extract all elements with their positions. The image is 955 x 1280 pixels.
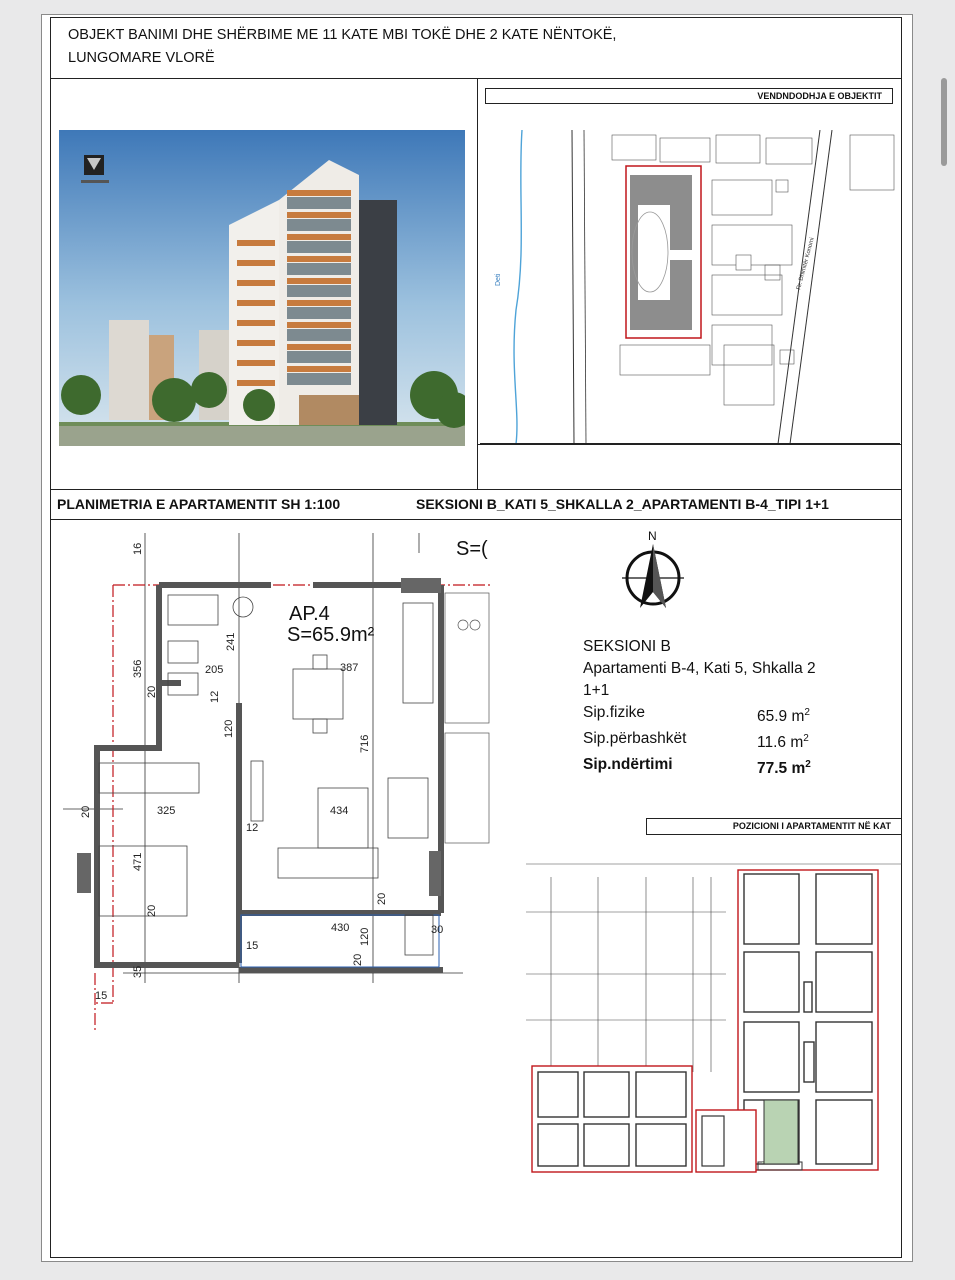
floorplan-title: PLANIMETRIA E APARTAMENTIT SH 1:100 [57,496,341,512]
svg-text:20: 20 [146,685,158,698]
building-wing-vertical [738,870,878,1170]
svg-text:430: 430 [331,922,350,934]
section-divider-bottom [50,519,902,520]
adjacent-unit [445,593,489,843]
north-arrow-icon [618,526,688,612]
dimension-labels [80,543,443,1002]
column [401,578,441,593]
svg-text:16: 16 [132,542,144,555]
area-row-common: Sip.përbashkët 11.6 $m^2$ [583,728,816,754]
scrollbar-thumb[interactable] [941,78,947,166]
area-value: 77.5 $m^2$ [757,759,811,778]
svg-text:12: 12 [246,822,259,834]
apartment-info [583,636,816,780]
area-row-construction: Sip.ndërtimi 77.5 $m^2$ [583,754,816,780]
map-bottom-line [477,444,902,445]
svg-text:30: 30 [431,924,444,936]
apartment-floorplan [63,533,491,1043]
svg-text:356: 356 [132,659,144,678]
area-value: 65.9 $m^2$ [757,707,810,726]
svg-text:241: 241 [225,632,237,651]
area-value: 11.6 $m^2$ [757,733,809,752]
svg-text:35: 35 [132,965,144,978]
street-label: Rr. Dhimitër Konomi [796,237,816,291]
column [77,853,91,893]
svg-text:120: 120 [359,927,371,946]
svg-text:120: 120 [223,719,235,738]
project-title: OBJEKT BANIMI DHE SHËRBIME ME 11 KATE MBI TOKË DHE 2 KATE NËNTOKË, LUNGOMARE VLORË [68,27,617,66]
apartment-type: 1+1 [583,682,610,699]
svg-text:471: 471 [132,852,144,871]
sea-label: Deti [495,273,502,286]
svg-text:20: 20 [146,904,158,917]
header-divider [50,78,902,79]
svg-text:387: 387 [340,662,359,674]
building-rendering [59,130,465,446]
building-wing-horizontal [532,1066,692,1172]
location-label: VENDNDODHJA E OBJEKTIT [485,88,893,104]
apartment-b4-highlighted [764,1100,798,1164]
svg-text:20: 20 [352,953,364,966]
svg-text:20: 20 [80,805,92,818]
svg-text:12: 12 [209,690,221,703]
svg-text:205: 205 [205,664,224,676]
svg-text:325: 325 [157,805,176,817]
site-map [480,130,900,444]
area-label: S=65.9m² [287,624,375,646]
svg-text:434: 434 [330,805,349,817]
connector-block [696,1110,756,1172]
svg-text:20: 20 [376,892,388,905]
section-title: SEKSIONI B_KATI 5_SHKALLA 2_APARTAMENTI B-4_TIPI 1+1 [416,496,829,512]
images-divider [477,78,478,489]
floor-position-plan [526,862,902,1184]
cut-label: S=( [456,538,488,560]
column [429,851,441,896]
svg-text:15: 15 [95,990,108,1002]
svg-text:716: 716 [359,734,371,753]
apartment-label: AP.4 [289,603,330,625]
section-name: SEKSIONI B [583,638,671,655]
apartment-line: Apartamenti B-4, Kati 5, Shkalla 2 [583,660,816,677]
svg-text:15: 15 [246,940,259,952]
area-row-physical: Sip.fizike 65.9 $m^2$ [583,702,816,728]
section-divider-top [50,489,902,490]
north-label: N [648,529,657,543]
position-label: POZICIONI I APARTAMENTIT NË KAT [646,818,902,835]
